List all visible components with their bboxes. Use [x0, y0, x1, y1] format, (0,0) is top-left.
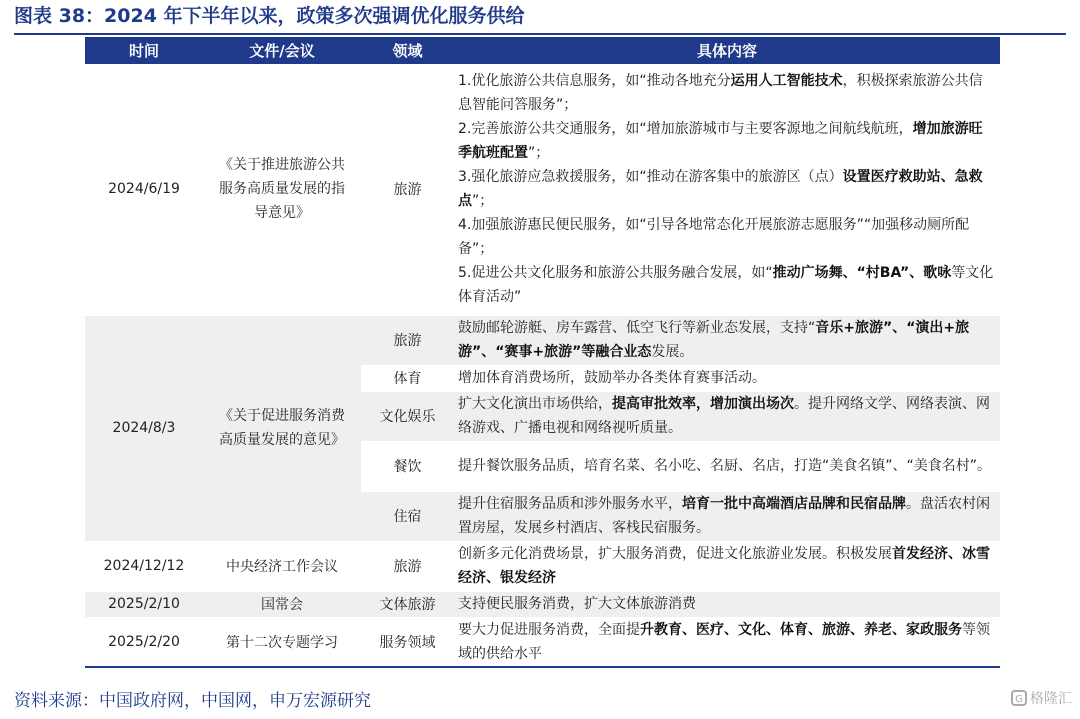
- cell-content: 创新多元化消费场景，扩大服务消费，促进文化旅游业发展。积极发展首发经济、冰雪经济、银发经济: [454, 541, 1000, 591]
- cell-date: 2024/6/19: [85, 64, 203, 315]
- cell-content: 支持便民服务消费，扩大文体旅游消费: [454, 591, 1000, 617]
- cell-field: 文体旅游: [361, 591, 454, 617]
- gelonghui-logo-icon: G: [1011, 690, 1027, 706]
- content-item: 2.完善旅游公共交通服务，如“增加旅游城市与主要客源地之间航线航班，增加旅游旺季航班配置”；: [458, 121, 983, 162]
- cell-content: 扩大文化演出市场供给，提高审批效率，增加演出场次。提升网络文学、网络表演、网络游戏、广播电视和网络视听质量。: [454, 391, 1000, 441]
- header-field: 领域: [361, 37, 454, 64]
- page-title: 图表 38：2024 年下半年以来，政策多次强调优化服务供给: [14, 3, 1066, 35]
- header-content: 具体内容: [454, 37, 1000, 64]
- table-row: [85, 315, 1000, 365]
- cell-field: 旅游: [361, 64, 454, 315]
- content-item: 5.促进公共文化服务和旅游公共服务融合发展，如“推动广场舞、“村BA”、歌咏等文化体育活动”: [458, 265, 994, 306]
- cell-field: 旅游: [361, 541, 454, 591]
- cell-field: 体育: [361, 365, 454, 391]
- content-item: 4.加强旅游惠民便民服务，如“引导各地常态化开展旅游志愿服务”“加强移动厕所配备”；: [458, 217, 970, 258]
- cell-content: 提升住宿服务品质和涉外服务水平，培育一批中高端酒店品牌和民宿品牌。盘活农村闲置房屋，发展乡村酒店、客栈民宿服务。: [454, 491, 1000, 541]
- cell-document: 第十二次专题学习: [203, 617, 361, 667]
- table-row: [85, 617, 1000, 667]
- cell-field: 餐饮: [361, 441, 454, 491]
- cell-date: 2024/8/3: [85, 315, 203, 541]
- cell-document: 《关于推进旅游公共服务高质量发展的指导意见》: [203, 64, 361, 315]
- policy-table: [85, 37, 1000, 668]
- cell-content: 鼓励邮轮游艇、房车露营、低空飞行等新业态发展，支持“音乐+旅游”、“演出+旅游”、“赛事+旅游”等融合业态发展。: [454, 315, 1000, 365]
- table-row: [85, 64, 1000, 315]
- content-item: 3.强化旅游应急救援服务，如“推动在游客集中的旅游区（点）设置医疗救助站、急救点”；: [458, 169, 983, 210]
- content-item: 1.优化旅游公共信息服务，如“推动各地充分运用人工智能技术，积极探索旅游公共信息智能问答服务”；: [458, 73, 983, 114]
- table-row: [85, 591, 1000, 617]
- cell-content: 提升餐饮服务品质，培育名菜、名小吃、名厨、名店，打造“美食名镇”、“美食名村”。: [454, 441, 1000, 491]
- cell-document: 《关于促进服务消费高质量发展的意见》: [203, 315, 361, 541]
- watermark-text: 格隆汇: [1030, 691, 1072, 707]
- cell-content: 增加体育消费场所，鼓励举办各类体育赛事活动。: [454, 365, 1000, 391]
- header-time: 时间: [85, 37, 203, 64]
- cell-field: 服务领域: [361, 617, 454, 667]
- cell-document: 中央经济工作会议: [203, 541, 361, 591]
- cell-field: 旅游: [361, 315, 454, 365]
- cell-field: 住宿: [361, 491, 454, 541]
- cell-date: 2025/2/10: [85, 591, 203, 617]
- table-header: [85, 37, 1000, 64]
- cell-date: 2025/2/20: [85, 617, 203, 667]
- cell-field: 文化娱乐: [361, 391, 454, 441]
- cell-document: 国常会: [203, 591, 361, 617]
- cell-content: 要大力促进服务消费，全面提升教育、医疗、文化、体育、旅游、养老、家政服务等领域的供给水平: [454, 617, 1000, 667]
- cell-content: [454, 64, 1000, 315]
- cell-date: 2024/12/12: [85, 541, 203, 591]
- source-note: 资料来源：中国政府网，中国网，申万宏源研究: [14, 691, 371, 711]
- table-row: [85, 541, 1000, 591]
- watermark: [1011, 688, 1072, 708]
- header-document: 文件/会议: [203, 37, 361, 64]
